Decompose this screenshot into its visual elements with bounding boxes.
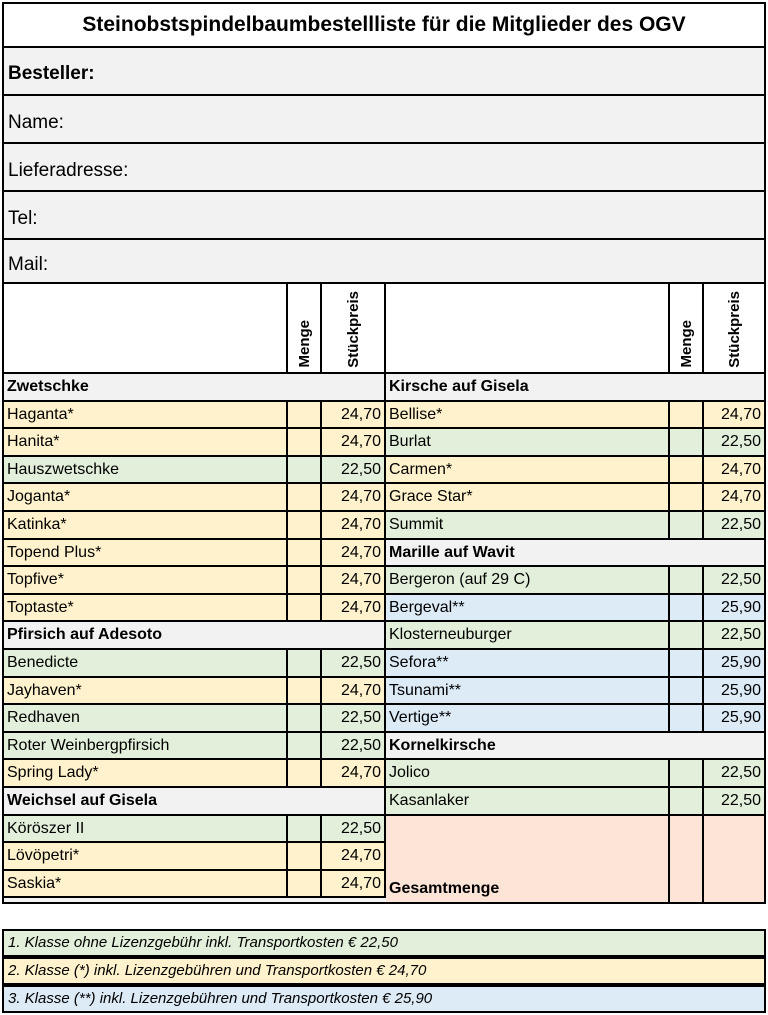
section-header-kornelkirsche: Kornelkirsche bbox=[386, 733, 764, 761]
variety-name: Tsunami** bbox=[386, 678, 670, 706]
unit-price: 24,70 bbox=[704, 484, 764, 512]
quantity-input[interactable] bbox=[288, 484, 322, 512]
variety-name: Hauszwetschke bbox=[4, 457, 288, 485]
quantity-input[interactable] bbox=[670, 705, 704, 733]
variety-name: Bellise* bbox=[386, 402, 670, 430]
unit-price: 24,70 bbox=[704, 457, 764, 485]
unit-price: 22,50 bbox=[322, 650, 386, 678]
quantity-input[interactable] bbox=[670, 567, 704, 595]
variety-name: Kasanlaker bbox=[386, 788, 670, 816]
variety-name: Burlat bbox=[386, 429, 670, 457]
order-table bbox=[4, 284, 764, 902]
mail-field[interactable]: Mail: bbox=[4, 240, 764, 284]
unit-price: 22,50 bbox=[704, 760, 764, 788]
quantity-input[interactable] bbox=[670, 650, 704, 678]
quantity-input[interactable] bbox=[670, 788, 704, 816]
variety-name: Vertige** bbox=[386, 705, 670, 733]
quantity-input[interactable] bbox=[670, 760, 704, 788]
unit-price: 24,70 bbox=[322, 843, 386, 871]
variety-name: Köröszer II bbox=[4, 816, 288, 844]
unit-price: 22,50 bbox=[704, 622, 764, 650]
unit-price: 24,70 bbox=[322, 402, 386, 430]
unit-price: 22,50 bbox=[322, 816, 386, 844]
besteller-label: Besteller: bbox=[4, 50, 764, 96]
variety-name: Topfive* bbox=[4, 567, 288, 595]
quantity-input[interactable] bbox=[288, 871, 322, 899]
legend-class1: 1. Klasse ohne Lizenzgebühr inkl. Transportkosten € 22,50 bbox=[2, 929, 766, 957]
lieferadresse-field[interactable]: Lieferadresse: bbox=[4, 146, 764, 192]
unit-price: 24,70 bbox=[322, 760, 386, 788]
legend-class3: 3. Klasse (**) inkl. Lizenzgebühren und Transportkosten € 25,90 bbox=[2, 985, 766, 1013]
quantity-input[interactable] bbox=[288, 567, 322, 595]
header-blank-right bbox=[386, 284, 670, 374]
variety-name: Klosterneuburger bbox=[386, 622, 670, 650]
unit-price: 22,50 bbox=[704, 788, 764, 816]
variety-name: Haganta* bbox=[4, 402, 288, 430]
quantity-input[interactable] bbox=[670, 622, 704, 650]
variety-name: Spring Lady* bbox=[4, 760, 288, 788]
quantity-input[interactable] bbox=[288, 816, 322, 844]
quantity-input[interactable] bbox=[288, 429, 322, 457]
quantity-input[interactable] bbox=[670, 402, 704, 430]
order-sheet bbox=[2, 2, 766, 904]
variety-name: Joganta* bbox=[4, 484, 288, 512]
variety-name: Jayhaven* bbox=[4, 678, 288, 706]
unit-price: 22,50 bbox=[322, 457, 386, 485]
header-stueckpreis-left: Stückpreis bbox=[322, 284, 386, 374]
unit-price: 24,70 bbox=[322, 678, 386, 706]
unit-price: 24,70 bbox=[322, 595, 386, 623]
unit-price: 24,70 bbox=[322, 871, 386, 899]
unit-price: 22,50 bbox=[322, 705, 386, 733]
quantity-input[interactable] bbox=[288, 402, 322, 430]
unit-price: 22,50 bbox=[322, 733, 386, 761]
unit-price: 25,90 bbox=[704, 678, 764, 706]
section-header-pfirsich: Pfirsich auf Adesoto bbox=[4, 622, 386, 650]
unit-price: 22,50 bbox=[704, 429, 764, 457]
unit-price: 22,50 bbox=[704, 567, 764, 595]
variety-name: Redhaven bbox=[4, 705, 288, 733]
unit-price: 24,70 bbox=[322, 567, 386, 595]
unit-price: 24,70 bbox=[322, 429, 386, 457]
header-blank-left bbox=[4, 284, 288, 374]
page-title: Steinobstspindelbaumbestellliste für die Mitglieder des OGV bbox=[4, 4, 764, 48]
variety-name: Bergeval** bbox=[386, 595, 670, 623]
section-header-kirsche: Kirsche auf Gisela bbox=[386, 374, 764, 402]
quantity-input[interactable] bbox=[288, 650, 322, 678]
variety-name: Sefora** bbox=[386, 650, 670, 678]
total-quantity[interactable] bbox=[670, 816, 704, 902]
quantity-input[interactable] bbox=[670, 678, 704, 706]
variety-name: Katinka* bbox=[4, 512, 288, 540]
legend-class2: 2. Klasse (*) inkl. Lizenzgebühren und Transportkosten € 24,70 bbox=[2, 957, 766, 985]
header-stueckpreis-right: Stückpreis bbox=[704, 284, 764, 374]
variety-name: Bergeron (auf 29 C) bbox=[386, 567, 670, 595]
section-header-weichsel: Weichsel auf Gisela bbox=[4, 788, 386, 816]
total-price bbox=[704, 816, 764, 902]
variety-name: Jolico bbox=[386, 760, 670, 788]
variety-name: Topend Plus* bbox=[4, 540, 288, 568]
variety-name: Summit bbox=[386, 512, 670, 540]
name-field[interactable]: Name: bbox=[4, 98, 764, 144]
variety-name: Roter Weinbergpfirsich bbox=[4, 733, 288, 761]
quantity-input[interactable] bbox=[288, 512, 322, 540]
quantity-input[interactable] bbox=[288, 457, 322, 485]
unit-price: 25,90 bbox=[704, 705, 764, 733]
quantity-input[interactable] bbox=[288, 760, 322, 788]
quantity-input[interactable] bbox=[288, 705, 322, 733]
quantity-input[interactable] bbox=[288, 540, 322, 568]
variety-name: Carmen* bbox=[386, 457, 670, 485]
variety-name: Grace Star* bbox=[386, 484, 670, 512]
header-menge-right: Menge bbox=[670, 284, 704, 374]
unit-price: 22,50 bbox=[704, 512, 764, 540]
header-menge-left: Menge bbox=[288, 284, 322, 374]
unit-price: 24,70 bbox=[322, 512, 386, 540]
unit-price: 25,90 bbox=[704, 650, 764, 678]
variety-name: Toptaste* bbox=[4, 595, 288, 623]
quantity-input[interactable] bbox=[288, 733, 322, 761]
total-label-text: Gesamtmenge bbox=[389, 879, 500, 897]
quantity-input[interactable] bbox=[288, 678, 322, 706]
quantity-input[interactable] bbox=[288, 595, 322, 623]
variety-name: Hanita* bbox=[4, 429, 288, 457]
variety-name: Saskia* bbox=[4, 871, 288, 899]
quantity-input[interactable] bbox=[670, 484, 704, 512]
unit-price: 24,70 bbox=[322, 540, 386, 568]
total-label bbox=[386, 816, 670, 902]
unit-price: 25,90 bbox=[704, 595, 764, 623]
quantity-input[interactable] bbox=[670, 457, 704, 485]
quantity-input[interactable] bbox=[288, 843, 322, 871]
variety-name: Benedicte bbox=[4, 650, 288, 678]
tel-field[interactable]: Tel: bbox=[4, 194, 764, 240]
quantity-input[interactable] bbox=[670, 595, 704, 623]
variety-name: Lövöpetri* bbox=[4, 843, 288, 871]
unit-price: 24,70 bbox=[704, 402, 764, 430]
quantity-input[interactable] bbox=[670, 429, 704, 457]
section-header-marille: Marille auf Wavit bbox=[386, 540, 764, 568]
unit-price: 24,70 bbox=[322, 484, 386, 512]
section-header-zwetschke: Zwetschke bbox=[4, 374, 386, 402]
quantity-input[interactable] bbox=[670, 512, 704, 540]
